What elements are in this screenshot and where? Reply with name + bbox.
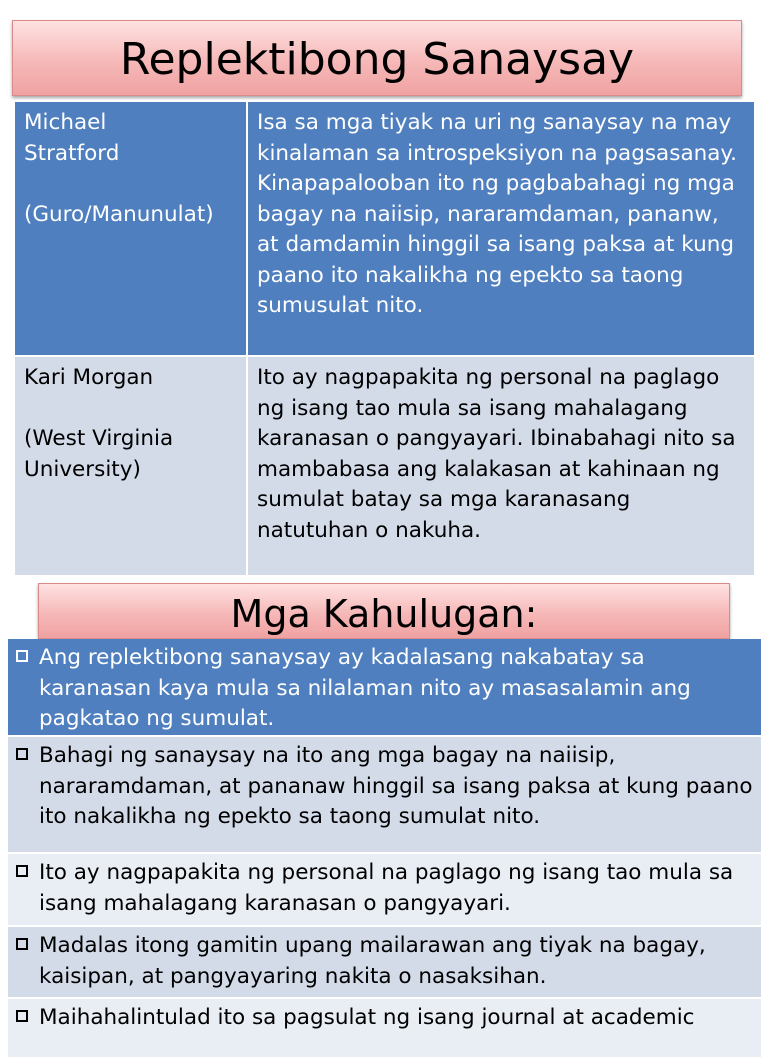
- table-row: [14, 356, 755, 576]
- list-item-text: Ito ay nagpapakita ng personal na paglago ng isang tao mula sa isang mahalagang karanasan o pangyayari.: [39, 860, 734, 916]
- author-cell: Kari Morgan (West Virginia University): [14, 356, 247, 576]
- list-item-text: Ang replektibong sanaysay ay kadalasang nakabatay sa karanasan kaya mula sa nilalaman nito ay masasalamin ang pagkatao ng sumulat.: [39, 645, 691, 731]
- list-item: [8, 999, 761, 1059]
- list-item: [8, 639, 761, 737]
- list-item-text: Madalas itong gamitin upang mailarawan ang tiyak na bagay, kaisipan, at pangyayaring nakita o nasaksihan.: [39, 933, 706, 989]
- list-item: [8, 927, 761, 999]
- list-item-text: Maihahalintulad ito sa pagsulat ng isang journal at academic: [39, 1005, 695, 1030]
- checkbox-bullet-icon: [16, 938, 28, 950]
- author-cell: Michael Stratford (Guro/Manunulat): [14, 101, 247, 356]
- checkbox-bullet-icon: [16, 650, 28, 662]
- slide-title: Replektibong Sanaysay: [12, 20, 742, 96]
- checkbox-bullet-icon: [16, 1010, 28, 1022]
- list-item: [8, 737, 761, 854]
- checkbox-bullet-icon: [16, 865, 28, 877]
- section-title: Mga Kahulugan:: [38, 583, 730, 639]
- definition-cell: Ito ay nagpapakita ng personal na paglago ng isang tao mula sa isang mahalagang karanasan o pangyayari. Ibinabahagi nito sa mambabasa ang kalakasan at kahinaan ng sumulat batay sa mga karanasang natutuhan o nakuha.: [247, 356, 755, 576]
- list-item-text: Bahagi ng sanaysay na ito ang mga bagay na naiisip, nararamdaman, at pananaw hinggil sa isang paksa at kung paano ito nakalikha ng epekto sa taong sumulat nito.: [39, 743, 753, 829]
- definition-cell: Isa sa mga tiyak na uri ng sanaysay na may kinalaman sa introspeksiyon na pagsasanay. Kinapapalooban ito ng pagbabahagi ng mga bagay na naiisip, nararamdaman, pananw, at damdamin hinggil sa isang paksa at kung paano ito nakalikha ng epekto sa taong sumusulat nito.: [247, 101, 755, 356]
- table-row: [14, 101, 755, 356]
- checkbox-bullet-icon: [16, 748, 28, 760]
- list-item: [8, 854, 761, 927]
- definitions-table: [13, 100, 756, 577]
- bullet-list: [8, 639, 761, 1059]
